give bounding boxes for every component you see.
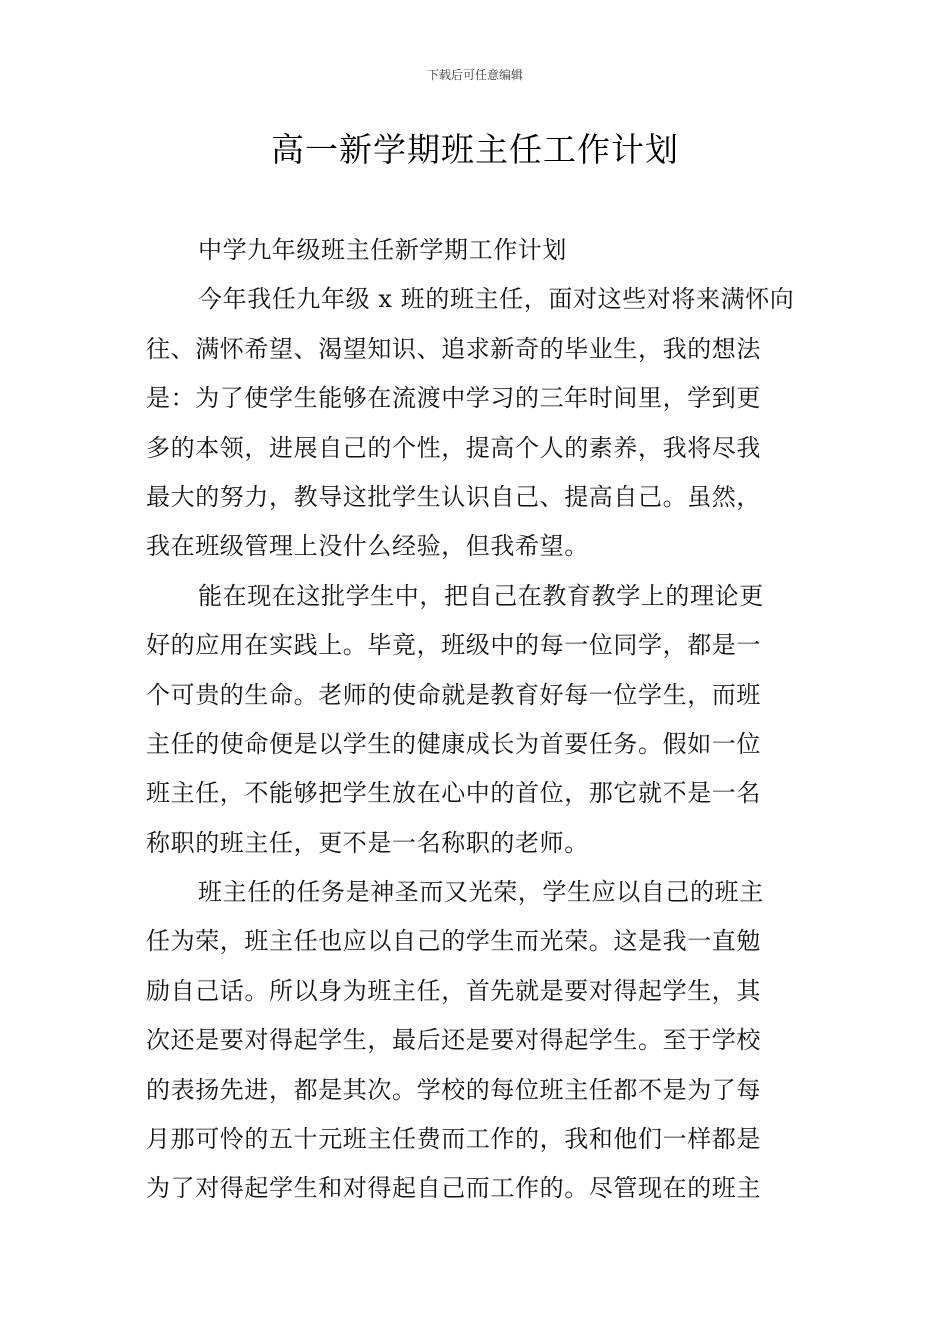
subtitle-line: 中学九年级班主任新学期工作计划	[198, 236, 567, 264]
paragraph-line: 班主任，不能够把学生放在心中的首位，那它就不是一名	[146, 779, 761, 808]
paragraph-line: 最大的努力，教导这批学生认识自己、提高自己。虽然，	[146, 482, 761, 511]
paragraph-line: 今年我任九年级 x 班的班主任，面对这些对将来满怀向	[198, 285, 795, 314]
paragraph-line: 月那可怜的五十元班主任费而工作的，我和他们一样都是	[146, 1125, 761, 1154]
paragraph-line: 是：为了使学生能够在流渡中学习的三年时间里，学到更	[146, 384, 761, 413]
document-title: 高一新学期班主任工作计划	[271, 130, 679, 169]
paragraph-line: 励自己话。所以身为班主任，首先就是要对得起学生，其	[146, 976, 761, 1005]
paragraph-line: 次还是要对得起学生，最后还是要对得起学生。至于学校	[146, 1026, 761, 1055]
paragraph-line: 任为荣，班主任也应以自己的学生而光荣。这是我一直勉	[146, 927, 761, 956]
paragraph-line: 多的本领，进展自己的个性，提高个人的素养，我将尽我	[146, 433, 761, 462]
paragraph-line: 我在班级管理上没什么经验，但我希望。	[146, 532, 589, 561]
paragraph-line: 能在现在这批学生中，把自己在教育教学上的理论更	[198, 581, 764, 610]
page-header-note: 下载后可任意编辑	[426, 68, 523, 82]
paragraph-line: 往、满怀希望、渴望知识、追求新奇的毕业生，我的想法	[146, 334, 761, 363]
paragraph-line: 为了对得起学生和对得起自己而工作的。尽管现在的班主	[146, 1174, 761, 1203]
paragraph-line: 个可贵的生命。老师的使命就是教育好每一位学生，而班	[146, 680, 761, 709]
document-body	[146, 226, 806, 1214]
paragraph-line: 的表扬先进，都是其次。学校的每位班主任都不是为了每	[146, 1075, 761, 1104]
paragraph-line: 班主任的任务是神圣而又光荣，学生应以自己的班主	[198, 878, 764, 907]
paragraph-line: 主任的使命便是以学生的健康成长为首要任务。假如一位	[146, 729, 761, 758]
paragraph-line: 称职的班主任，更不是一名称职的老师。	[146, 828, 589, 857]
paragraph-line: 好的应用在实践上。毕竟，班级中的每一位同学，都是一	[146, 631, 761, 660]
